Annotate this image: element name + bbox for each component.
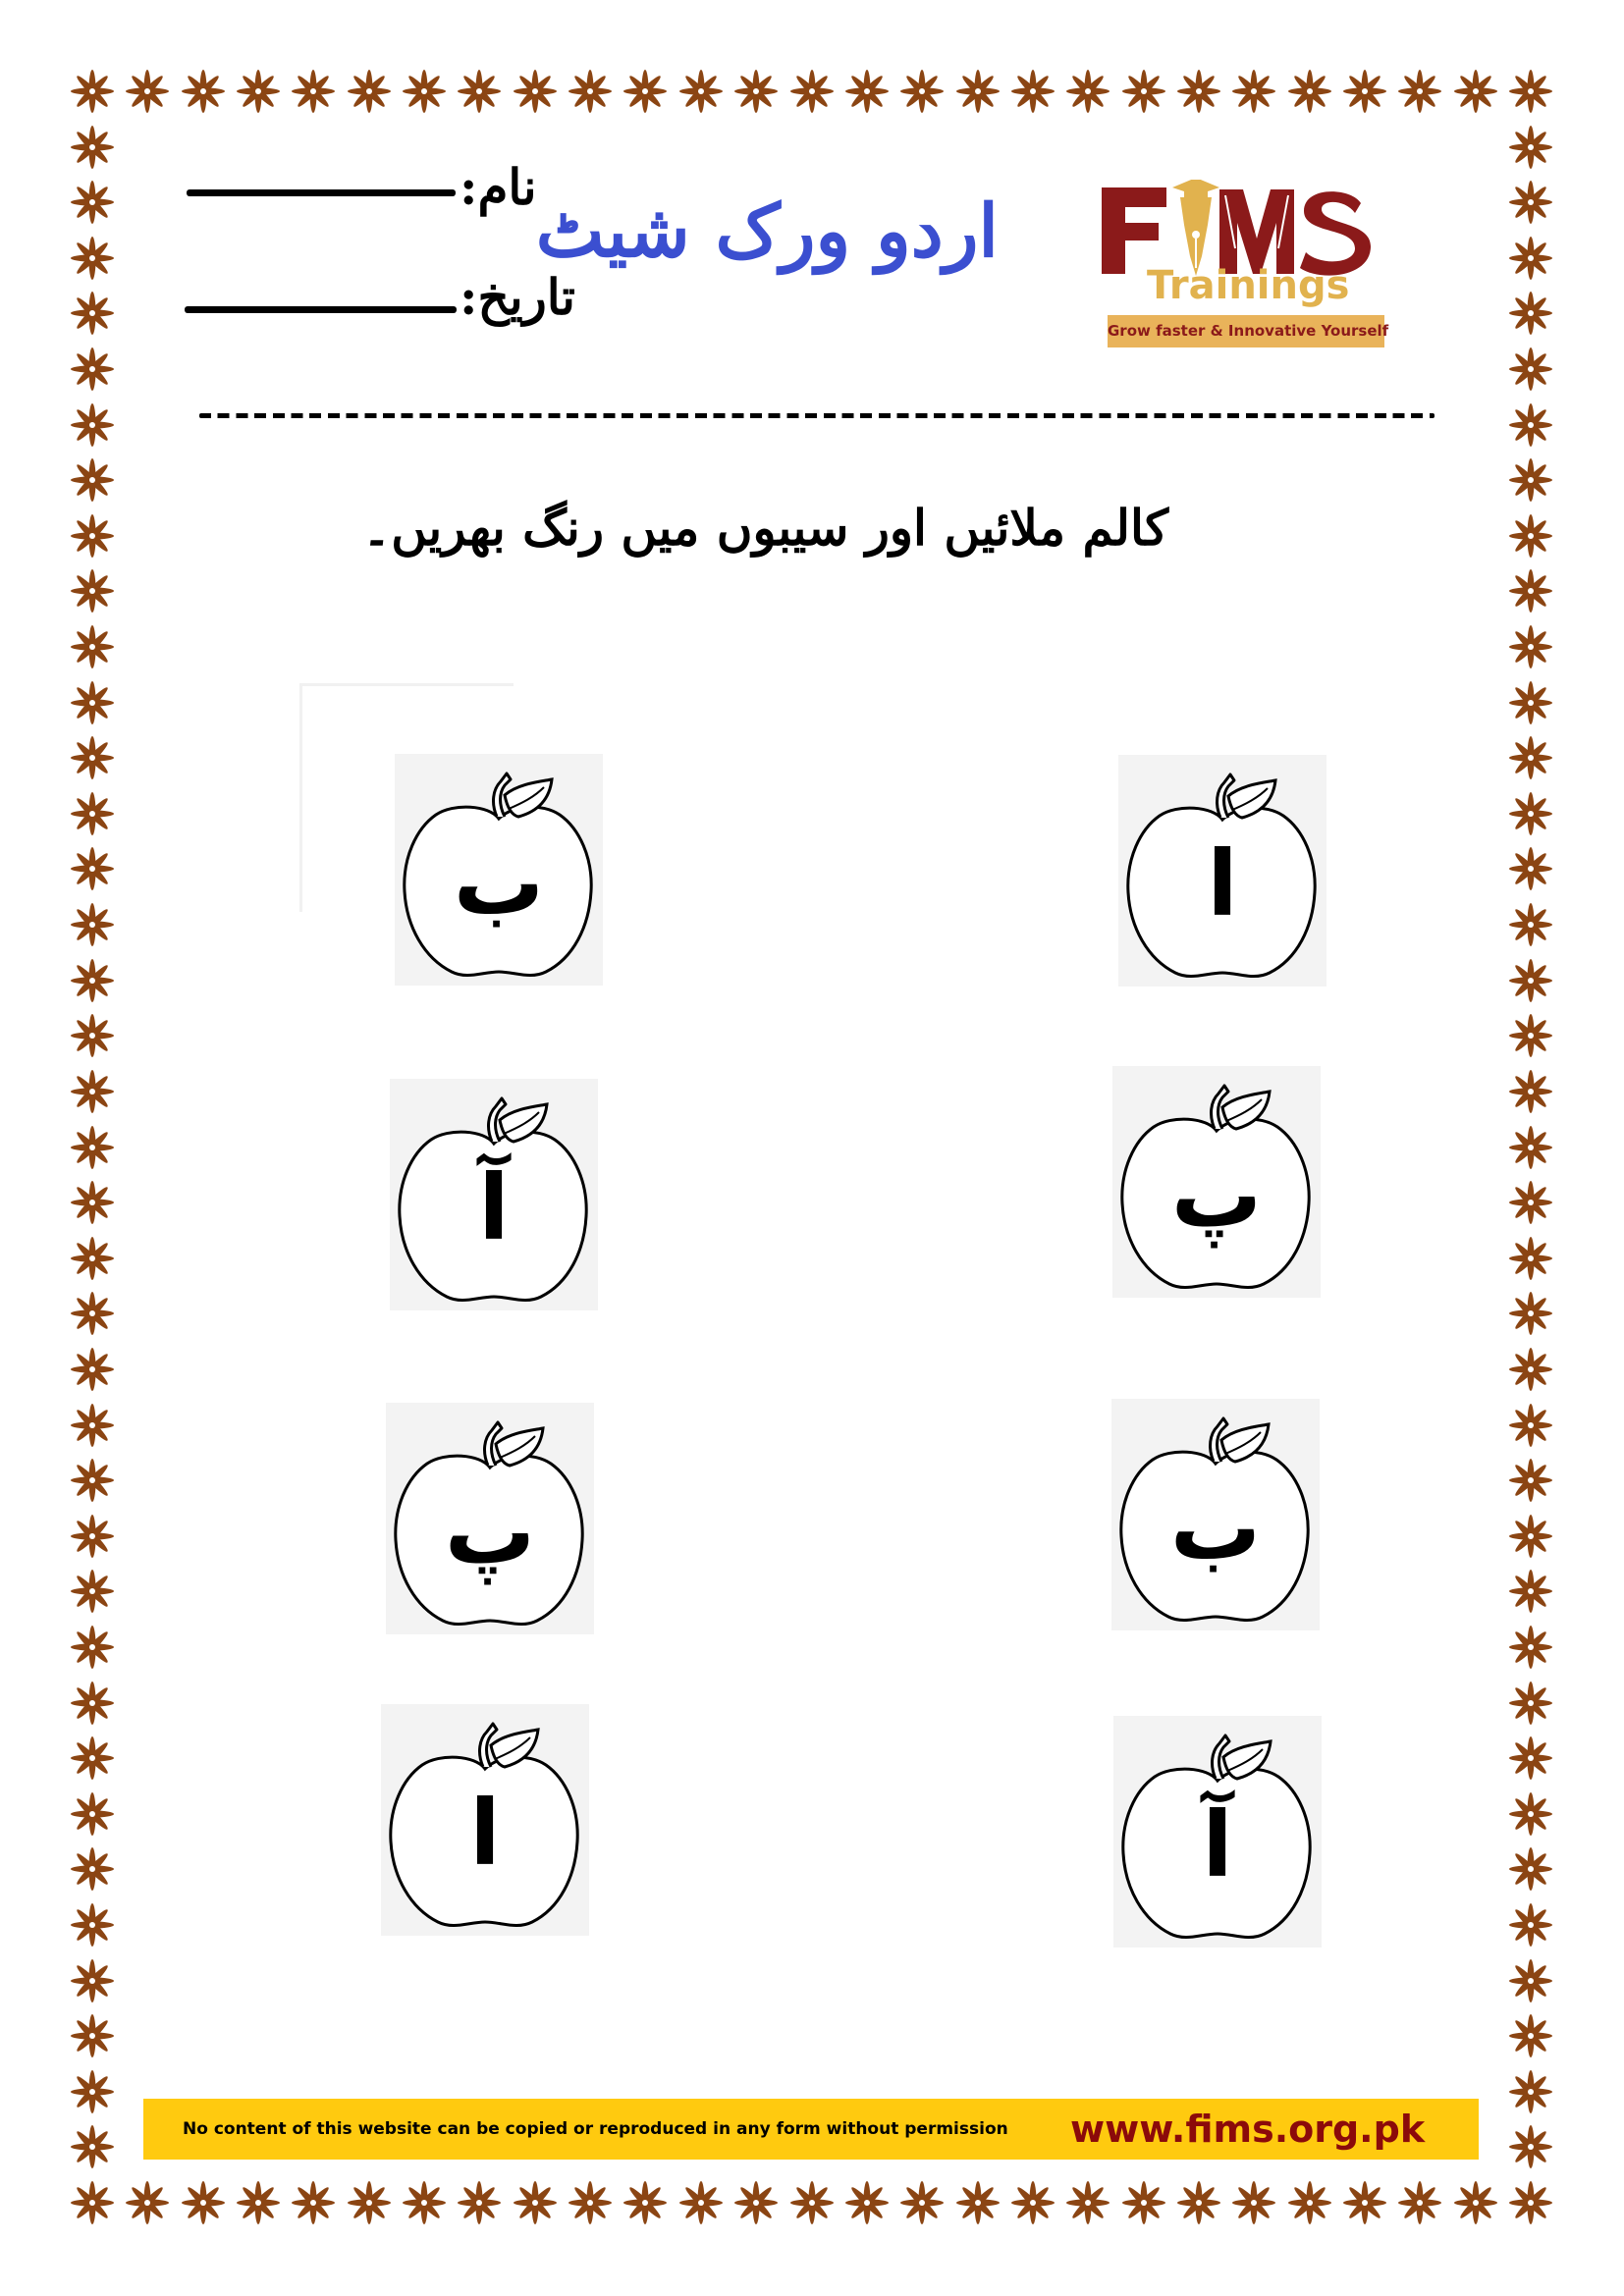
flower-icon (70, 1791, 115, 1837)
logo-subtitle: Trainings (1147, 263, 1350, 308)
flower-icon (70, 1403, 115, 1448)
flower-icon (70, 1291, 115, 1336)
flower-icon (70, 568, 115, 614)
flower-icon (457, 69, 502, 114)
logo-tagline: Grow faster & Innovative Yourself (1108, 315, 1384, 347)
flower-icon (70, 791, 115, 836)
flower-icon (1065, 2180, 1110, 2225)
flower-icon (70, 958, 115, 1003)
flower-icon (1508, 1958, 1553, 2003)
flower-icon (1508, 958, 1553, 1003)
flower-icon (1508, 513, 1553, 559)
flower-icon (1508, 791, 1553, 836)
flower-icon (125, 2180, 170, 2225)
flower-icon (70, 125, 115, 170)
flower-icon (70, 1625, 115, 1670)
flower-icon (70, 2180, 115, 2225)
apple-letter: پ (1170, 1143, 1263, 1248)
flower-icon (70, 624, 115, 669)
flower-icon (70, 69, 115, 114)
flower-icon (513, 2180, 558, 2225)
flower-icon (70, 1236, 115, 1281)
apple-letter: آ (478, 1155, 510, 1260)
flower-icon (181, 69, 226, 114)
flower-icon (678, 69, 724, 114)
flower-icon (1453, 2180, 1498, 2225)
flower-icon (1508, 69, 1553, 114)
flower-icon (1508, 180, 1553, 225)
flower-icon (1508, 2013, 1553, 2058)
flower-icon (1508, 1291, 1553, 1336)
flower-icon (291, 2180, 336, 2225)
flower-icon (1508, 457, 1553, 503)
flower-icon (1508, 1514, 1553, 1559)
flower-icon (70, 1681, 115, 1726)
flower-icon (70, 402, 115, 448)
flower-icon (623, 69, 668, 114)
flower-icon (347, 69, 392, 114)
date-label: تاریخ: (460, 268, 575, 326)
flower-icon (1508, 735, 1553, 780)
flower-icon (1287, 2180, 1332, 2225)
apple-letter: ا (1207, 831, 1238, 936)
flower-icon (789, 2180, 835, 2225)
footer-disclaimer: No content of this website can be copied or reproduced in any form without permission (183, 2119, 1008, 2139)
flower-icon (1231, 2180, 1276, 2225)
flower-icon (733, 2180, 779, 2225)
flower-icon (70, 180, 115, 225)
apple-card-left-2[interactable] (390, 1079, 598, 1310)
flower-icon (1508, 624, 1553, 669)
flower-icon (70, 347, 115, 392)
flower-icon (1508, 1347, 1553, 1392)
fims-logo (1098, 160, 1389, 350)
flower-icon (899, 69, 945, 114)
flower-icon (70, 1735, 115, 1781)
flower-icon (1508, 1846, 1553, 1892)
flower-icon (236, 2180, 281, 2225)
apple-card-left-4[interactable] (381, 1704, 589, 1936)
flower-icon (70, 1958, 115, 2003)
flower-icon (1121, 2180, 1166, 2225)
flower-icon (678, 2180, 724, 2225)
flower-icon (1508, 347, 1553, 392)
flower-icon (1010, 2180, 1056, 2225)
flower-icon (70, 2124, 115, 2169)
flower-icon (1508, 1902, 1553, 1948)
flower-icon (568, 2180, 613, 2225)
flower-icon (70, 680, 115, 725)
flower-icon (70, 1902, 115, 1948)
flower-icon (1508, 1013, 1553, 1058)
flower-icon (1508, 1681, 1553, 1726)
flower-icon (70, 735, 115, 780)
flower-icon (1508, 1791, 1553, 1837)
name-label: نام: (460, 158, 537, 216)
flower-icon (402, 69, 447, 114)
apple-letter: ب (1169, 1475, 1262, 1580)
flower-icon (844, 2180, 890, 2225)
flower-icon (568, 69, 613, 114)
flower-icon (70, 2069, 115, 2114)
flower-icon (1508, 1625, 1553, 1670)
apple-letter: آ (1202, 1792, 1233, 1897)
flower-icon (402, 2180, 447, 2225)
flower-icon (70, 2013, 115, 2058)
flower-icon (1508, 2069, 1553, 2114)
flower-icon (1508, 1569, 1553, 1614)
flower-icon (955, 2180, 1001, 2225)
flower-icon (1508, 125, 1553, 170)
flower-icon (70, 846, 115, 891)
flower-icon (1508, 1125, 1553, 1170)
dashed-divider (199, 413, 1435, 418)
flower-icon (1453, 69, 1498, 114)
flower-icon (70, 236, 115, 281)
flower-icon (844, 69, 890, 114)
flower-icon (125, 69, 170, 114)
flower-icon (1508, 2180, 1553, 2225)
flower-icon (1397, 69, 1442, 114)
flower-icon (1176, 2180, 1221, 2225)
flower-icon (70, 1125, 115, 1170)
flower-icon (1508, 2124, 1553, 2169)
footer-website-link[interactable]: www.fims.org.pk (1070, 2108, 1426, 2151)
flower-icon (733, 69, 779, 114)
flower-icon (1508, 402, 1553, 448)
flower-icon (1342, 69, 1387, 114)
flower-icon (1397, 2180, 1442, 2225)
flower-icon (347, 2180, 392, 2225)
flower-icon (1508, 236, 1553, 281)
flower-icon (955, 69, 1001, 114)
apple-card-left-3[interactable] (386, 1403, 594, 1634)
apple-card-right-1[interactable] (1118, 755, 1326, 987)
flower-icon (70, 513, 115, 559)
flower-icon (1508, 846, 1553, 891)
flower-icon (457, 2180, 502, 2225)
flower-icon (1508, 1236, 1553, 1281)
flower-icon (70, 457, 115, 503)
flower-icon (1231, 69, 1276, 114)
flower-icon (70, 1013, 115, 1058)
flower-icon (1508, 568, 1553, 614)
flower-icon (1508, 1180, 1553, 1225)
instruction-text: کالم ملائیں اور سیبوں میں رنگ بھریں۔ (361, 499, 1168, 557)
flower-icon (181, 2180, 226, 2225)
flower-icon (70, 1569, 115, 1614)
flower-icon (1508, 1735, 1553, 1781)
flower-icon (70, 1180, 115, 1225)
name-field-line[interactable] (187, 189, 456, 196)
flower-icon (1508, 1458, 1553, 1503)
flower-icon (70, 1458, 115, 1503)
flower-icon (1508, 291, 1553, 336)
apple-letter: ا (469, 1781, 501, 1886)
flower-icon (1176, 69, 1221, 114)
flower-icon (1508, 680, 1553, 725)
flower-icon (1010, 69, 1056, 114)
flower-icon (623, 2180, 668, 2225)
flower-icon (291, 69, 336, 114)
flower-icon (789, 69, 835, 114)
apple-card-left-1[interactable] (395, 754, 603, 986)
flower-icon (70, 902, 115, 947)
apple-card-right-3[interactable] (1111, 1399, 1320, 1630)
flower-icon (70, 291, 115, 336)
flower-icon (70, 1846, 115, 1892)
apple-card-right-2[interactable] (1112, 1066, 1321, 1298)
flower-icon (513, 69, 558, 114)
flower-icon (1121, 69, 1166, 114)
flower-icon (1287, 69, 1332, 114)
flower-icon (70, 1514, 115, 1559)
flower-icon (70, 1069, 115, 1114)
date-field-line[interactable] (185, 306, 457, 313)
flower-icon (1342, 2180, 1387, 2225)
apple-card-right-4[interactable] (1113, 1716, 1322, 1948)
apple-letter: ب (453, 830, 545, 935)
flower-icon (1508, 1403, 1553, 1448)
footer-bar (143, 2099, 1479, 2160)
flower-icon (1065, 69, 1110, 114)
flower-icon (1508, 1069, 1553, 1114)
flower-icon (70, 1347, 115, 1392)
flower-icon (1508, 902, 1553, 947)
apple-letter: پ (444, 1479, 536, 1584)
worksheet-title: اردو ورک شیٹ (535, 189, 999, 274)
flower-icon (236, 69, 281, 114)
flower-icon (899, 2180, 945, 2225)
